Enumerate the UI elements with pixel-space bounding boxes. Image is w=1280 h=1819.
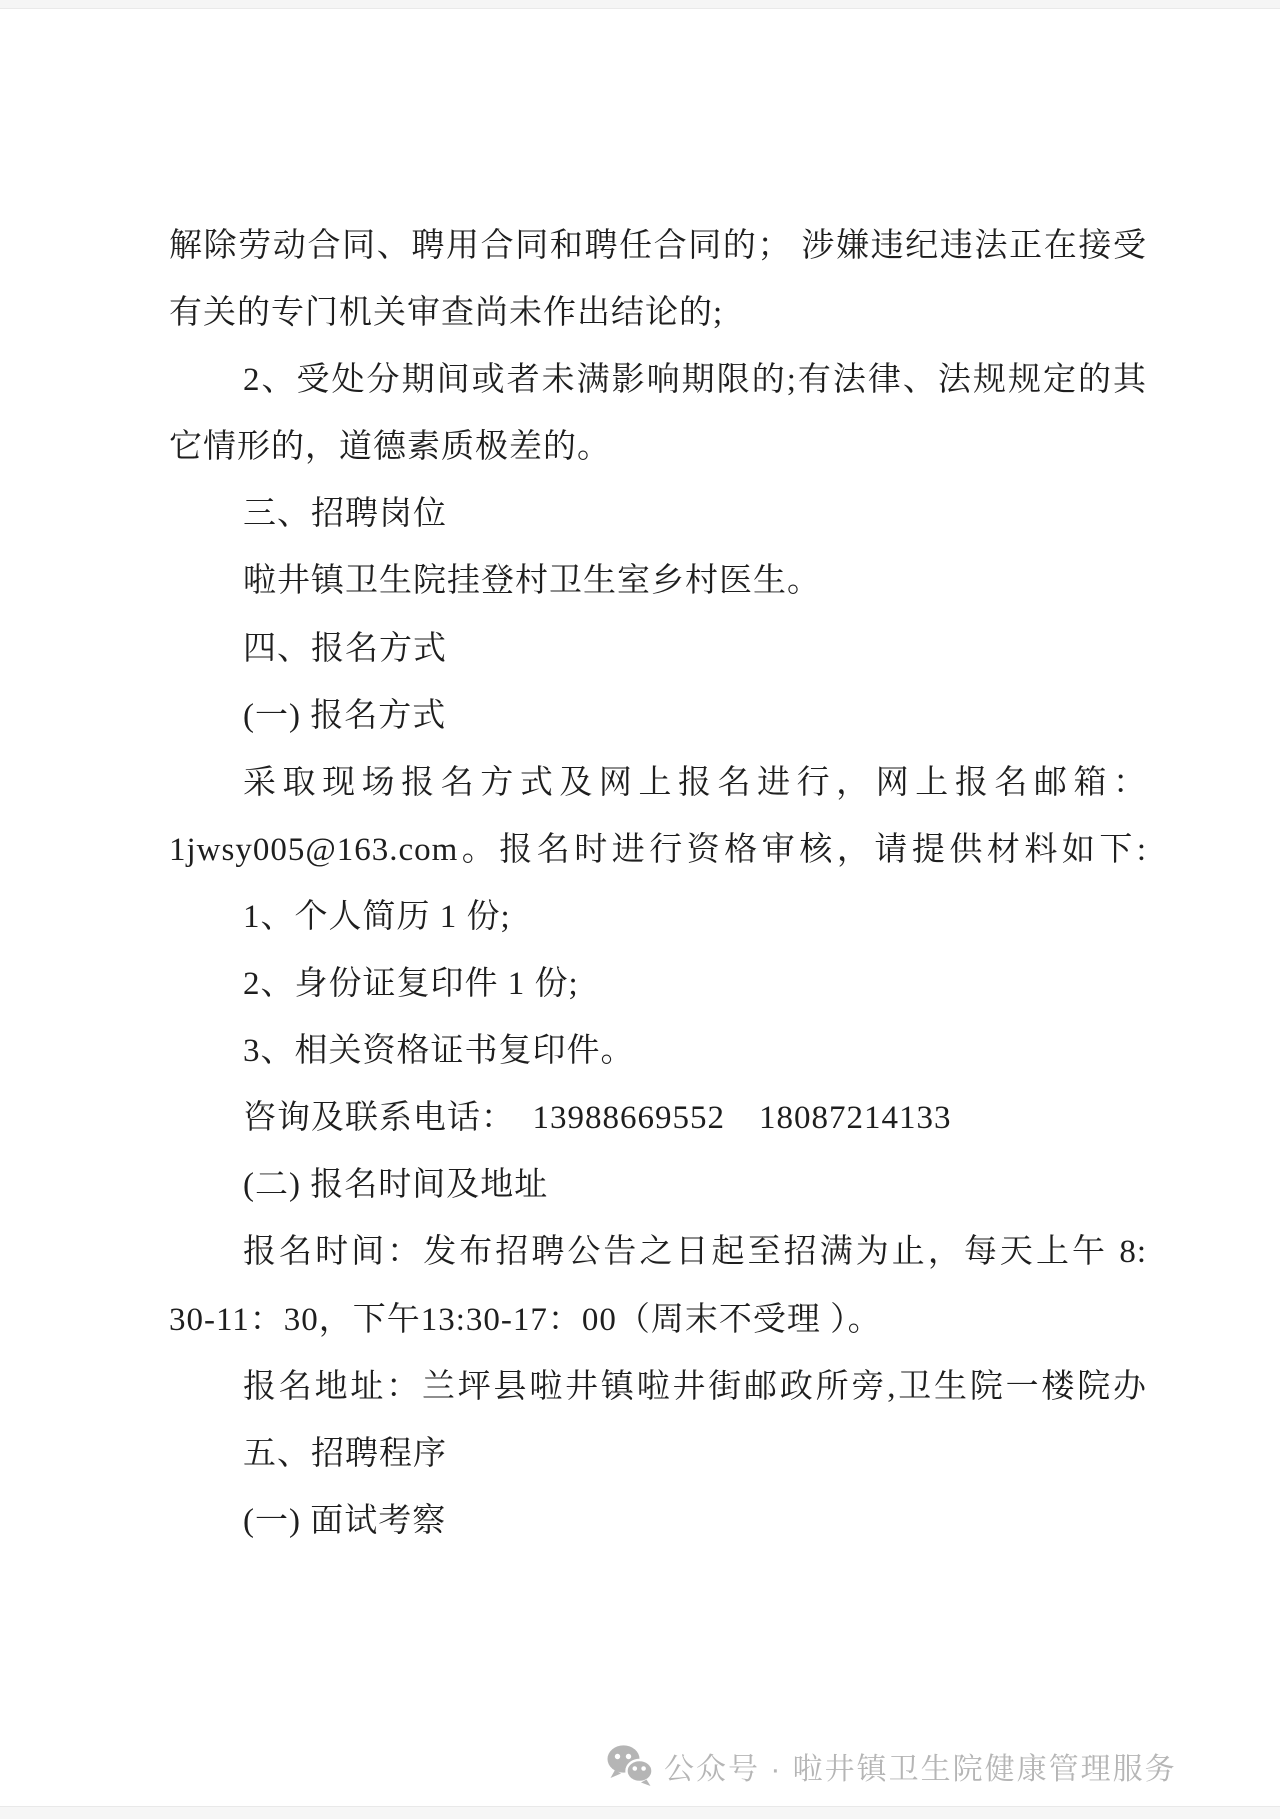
top-edge-strip: [0, 0, 1280, 9]
text-line: (一) 面试考察: [243, 1502, 447, 1539]
text-line: 1、个人简历 1 份;: [243, 898, 511, 935]
text-line: 五、招聘程序: [243, 1435, 447, 1472]
watermark-footer: [606, 1742, 1177, 1790]
text-line: 四、报名方式: [243, 630, 447, 667]
text-line: 它情形的，道德素质极差的。: [169, 429, 611, 466]
wechat-icon: [606, 1744, 654, 1788]
text-line: 咨询及联系电话： 13988669552 18087214133: [243, 1100, 952, 1137]
footer-label: 公众号 · 啦井镇卫生院健康管理服务: [664, 1753, 1177, 1786]
text-line: 解除劳动合同、聘用合同和聘任合同的； 涉嫌违纪违法正在接受: [169, 228, 1147, 264]
text-line: (一) 报名方式: [243, 697, 447, 734]
text-line: (二) 报名时间及地址: [243, 1167, 549, 1204]
text-line: 1jwsy005@163.com。报名时进行资格审核，请提供材料如下:: [169, 831, 1147, 868]
bottom-edge-strip: [0, 1806, 1280, 1819]
text-line: 三、招聘岗位: [243, 496, 447, 533]
document-body: [169, 213, 1147, 1555]
text-line: 有关的专门机关审查尚未作出结论的;: [169, 295, 724, 332]
text-line: 3、相关资格证书复印件。: [243, 1033, 635, 1070]
text-line: 采取现场报名方式及网上报名进行，网上报名邮箱：: [243, 764, 1147, 801]
text-line: 30-11：30，下午13:30-17：00（周末不受理 ）。: [169, 1301, 882, 1338]
text-line: 2、受处分期间或者未满影响期限的;有法律、法规规定的其: [243, 362, 1147, 399]
text-line: 2、身份证复印件 1 份;: [243, 966, 579, 1003]
text-line: 报名地址：兰坪县啦井镇啦井街邮政所旁,卫生院一楼院办: [243, 1368, 1147, 1405]
text-line: 报名时间：发布招聘公告之日起至招满为止，每天上午 8:: [243, 1234, 1147, 1271]
text-line: 啦井镇卫生院挂登村卫生室乡村医生。: [243, 563, 821, 600]
